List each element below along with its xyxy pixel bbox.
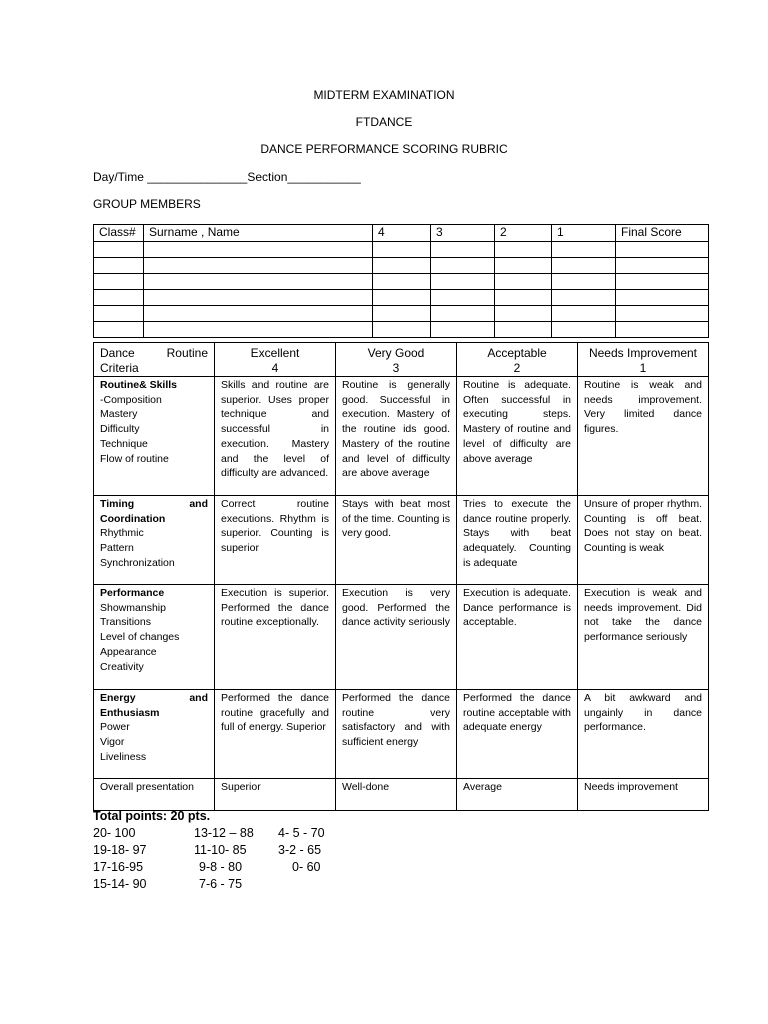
criteria-subitem: Vigor: [100, 736, 125, 749]
criteria-subitem: Level of changes: [100, 631, 180, 644]
rubric-title: DANCE PERFORMANCE SCORING RUBRIC: [260, 142, 508, 156]
criteria-subitem: Power: [100, 721, 130, 734]
rubric-header-row: [94, 343, 709, 377]
course-name: FTDANCE: [355, 115, 413, 129]
criteria-row-performance: [94, 585, 709, 690]
score-entry: 9-8 - 80: [199, 860, 243, 874]
descriptor-needs-improvement: A bit awkward and ungainly in dance performance.: [578, 690, 709, 779]
criteria-title-right: and: [189, 498, 208, 510]
criteria-row-timing-coordination: [94, 496, 709, 585]
criteria-cell: [94, 377, 215, 496]
descriptor-very-good: Performed the dance routine very satisfactory and with sufficient energy: [336, 690, 457, 779]
header-final-score: Final Score: [616, 225, 709, 242]
score-row: [93, 876, 358, 893]
criteria-subitem: Mastery: [100, 408, 138, 421]
member-cell[interactable]: [552, 322, 616, 338]
rubric-table: [93, 342, 709, 811]
member-cell[interactable]: [373, 290, 431, 306]
member-row: [94, 306, 709, 322]
criteria-subitem: Flow of routine: [100, 452, 169, 465]
member-row: [94, 322, 709, 338]
member-cell[interactable]: [616, 258, 709, 274]
criteria-subitem: Synchronization: [100, 556, 175, 569]
exam-title: MIDTERM EXAMINATION: [313, 88, 455, 102]
overall-excellent: Superior: [215, 779, 336, 811]
member-cell[interactable]: [552, 306, 616, 322]
header-score-2: 2: [495, 225, 552, 242]
descriptor-acceptable: Routine is adequate. Often successful in executing steps. Mastery of routine and level of difficulty are above average: [457, 377, 578, 496]
descriptor-needs-improvement: Execution is weak and needs improvement. Did not take the dance performance seriously: [578, 585, 709, 690]
level-label: Acceptable: [487, 346, 547, 360]
criteria-subitem: Technique: [100, 437, 148, 450]
score-row: [93, 859, 358, 876]
score-entry: 13-12 – 88: [194, 826, 254, 840]
criteria-subitem: -Composition: [100, 393, 162, 406]
member-cell[interactable]: [495, 306, 552, 322]
criteria-header-line2: Criteria: [100, 361, 139, 375]
day-time-section-line: Day/Time _______________Section___________: [93, 170, 361, 184]
descriptor-very-good: Routine is generally good. Successful in execution. Mastery of the routine ids good. Mastery of the routine and level of difficulty are above average: [336, 377, 457, 496]
level-label: Excellent: [250, 346, 300, 360]
member-cell[interactable]: [616, 306, 709, 322]
descriptor-very-good: Execution is very good. Performed the dance activity seriously: [336, 585, 457, 690]
level-label: Needs Improvement: [588, 346, 698, 360]
criteria-subitem: Showmanship: [100, 601, 166, 614]
score-entry: 7-6 - 75: [199, 877, 243, 891]
score-row: [93, 842, 358, 859]
member-row: [94, 242, 709, 258]
criteria-subitem: Rhythmic: [100, 527, 144, 540]
member-cell[interactable]: [495, 274, 552, 290]
member-cell[interactable]: [144, 306, 373, 322]
member-cell[interactable]: [495, 242, 552, 258]
member-cell[interactable]: [144, 242, 373, 258]
criteria-header-right: Routine: [166, 346, 208, 360]
member-cell[interactable]: [552, 274, 616, 290]
criteria-row-routine-skills: [94, 377, 709, 496]
member-cell[interactable]: [552, 258, 616, 274]
group-members-label: GROUP MEMBERS: [93, 197, 201, 211]
member-row: [94, 274, 709, 290]
member-cell[interactable]: [495, 290, 552, 306]
member-cell[interactable]: [144, 274, 373, 290]
overall-acceptable: Average: [457, 779, 578, 811]
member-row: [94, 258, 709, 274]
member-cell[interactable]: [94, 322, 144, 338]
overall-needs-improvement: Needs improvement: [578, 779, 709, 811]
criteria-cell: [94, 690, 215, 779]
score-conversion-table: [93, 825, 358, 893]
level-excellent: [215, 343, 336, 377]
criteria-title: Performance: [100, 587, 165, 599]
member-cell[interactable]: [616, 242, 709, 258]
score-entry: 20- 100: [93, 826, 136, 840]
score-entry: 4- 5 - 70: [278, 826, 325, 840]
member-cell[interactable]: [616, 274, 709, 290]
criteria-subitem: Liveliness: [100, 750, 147, 763]
member-cell[interactable]: [94, 290, 144, 306]
descriptor-excellent: Performed the dance routine gracefully and full of energy. Superior: [215, 690, 336, 779]
descriptor-acceptable: Execution is adequate. Dance performance is acceptable.: [457, 585, 578, 690]
member-cell[interactable]: [373, 274, 431, 290]
criteria-title: Timing: [100, 498, 135, 510]
member-cell[interactable]: [431, 290, 495, 306]
descriptor-needs-improvement: Routine is weak and needs improvement. Very limited dance figures.: [578, 377, 709, 496]
descriptor-excellent: Correct routine executions. Rhythm is superior. Counting is superior: [215, 496, 336, 585]
criteria-subitem: Transitions: [100, 616, 151, 629]
criteria-cell: [94, 585, 215, 690]
member-cell[interactable]: [431, 274, 495, 290]
group-members-table: [93, 224, 709, 338]
member-cell[interactable]: [552, 290, 616, 306]
header-name: Surname , Name: [144, 225, 373, 242]
score-entry: 11-10- 85: [194, 843, 247, 857]
criteria-subitem: Creativity: [100, 660, 144, 673]
score-entry: [278, 876, 358, 893]
level-label: Very Good: [367, 346, 425, 360]
header-class: Class#: [94, 225, 144, 242]
header-score-4: 4: [373, 225, 431, 242]
member-cell[interactable]: [373, 306, 431, 322]
criteria-title-right: and: [189, 692, 208, 704]
score-entry: 17-16-95: [93, 860, 144, 874]
criteria-title: Energy: [100, 692, 136, 704]
member-cell[interactable]: [94, 258, 144, 274]
score-entry: 3-2 - 65: [278, 843, 322, 857]
member-cell[interactable]: [431, 322, 495, 338]
criteria-title-line2: Enthusiasm: [100, 706, 160, 719]
level-score: 4: [271, 361, 279, 375]
member-cell[interactable]: [144, 322, 373, 338]
descriptor-acceptable: Tries to execute the dance routine properly. Stays with beat adequately. Counting is adequate: [457, 496, 578, 585]
member-cell[interactable]: [373, 322, 431, 338]
member-cell[interactable]: [495, 322, 552, 338]
member-cell[interactable]: [616, 290, 709, 306]
descriptor-excellent: Skills and routine are superior. Uses proper technique and successful in execution. Mastery and the level of difficulty are advanced.: [215, 377, 336, 496]
level-score: 2: [513, 361, 521, 375]
total-points-label: Total points: 20 pts.: [93, 809, 211, 823]
member-cell[interactable]: [373, 258, 431, 274]
criteria-header: [94, 343, 215, 377]
criteria-subitem: Pattern: [100, 542, 134, 555]
level-acceptable: [457, 343, 578, 377]
criteria-title-line2: Coordination: [100, 512, 166, 525]
criteria-subitem: Difficulty: [100, 423, 140, 436]
header-score-1: 1: [552, 225, 616, 242]
criteria-subitem: Appearance: [100, 645, 157, 658]
descriptor-excellent: Execution is superior. Performed the dance routine exceptionally.: [215, 585, 336, 690]
member-cell[interactable]: [94, 242, 144, 258]
members-header-row: [94, 225, 709, 242]
member-cell[interactable]: [431, 306, 495, 322]
score-entry: 19-18- 97: [93, 843, 147, 857]
criteria-row-energy-enthusiasm: [94, 690, 709, 779]
header-score-3: 3: [431, 225, 495, 242]
score-entry: 0- 60: [292, 860, 321, 874]
member-cell[interactable]: [495, 258, 552, 274]
member-cell[interactable]: [144, 258, 373, 274]
member-cell[interactable]: [94, 274, 144, 290]
criteria-title: Routine& Skills: [100, 379, 178, 391]
member-cell[interactable]: [552, 242, 616, 258]
member-cell[interactable]: [144, 290, 373, 306]
criteria-row-overall: [94, 779, 709, 811]
overall-label: Overall presentation: [94, 779, 215, 811]
criteria-cell: [94, 496, 215, 585]
member-cell[interactable]: [431, 258, 495, 274]
criteria-header-left: Dance: [100, 346, 135, 360]
score-entry: 15-14- 90: [93, 877, 147, 891]
descriptor-very-good: Stays with beat most of the time. Counting is very good.: [336, 496, 457, 585]
level-score: 3: [392, 361, 400, 375]
descriptor-acceptable: Performed the dance routine acceptable with adequate energy: [457, 690, 578, 779]
descriptor-needs-improvement: Unsure of proper rhythm. Counting is off beat. Does not stay on beat. Counting is weak: [578, 496, 709, 585]
member-cell[interactable]: [431, 242, 495, 258]
member-cell[interactable]: [616, 322, 709, 338]
member-cell[interactable]: [373, 242, 431, 258]
overall-very-good: Well-done: [336, 779, 457, 811]
score-row: [93, 825, 358, 842]
level-needs-improvement: [578, 343, 709, 377]
member-row: [94, 290, 709, 306]
member-cell[interactable]: [94, 306, 144, 322]
level-score: 1: [639, 361, 647, 375]
level-very-good: [336, 343, 457, 377]
